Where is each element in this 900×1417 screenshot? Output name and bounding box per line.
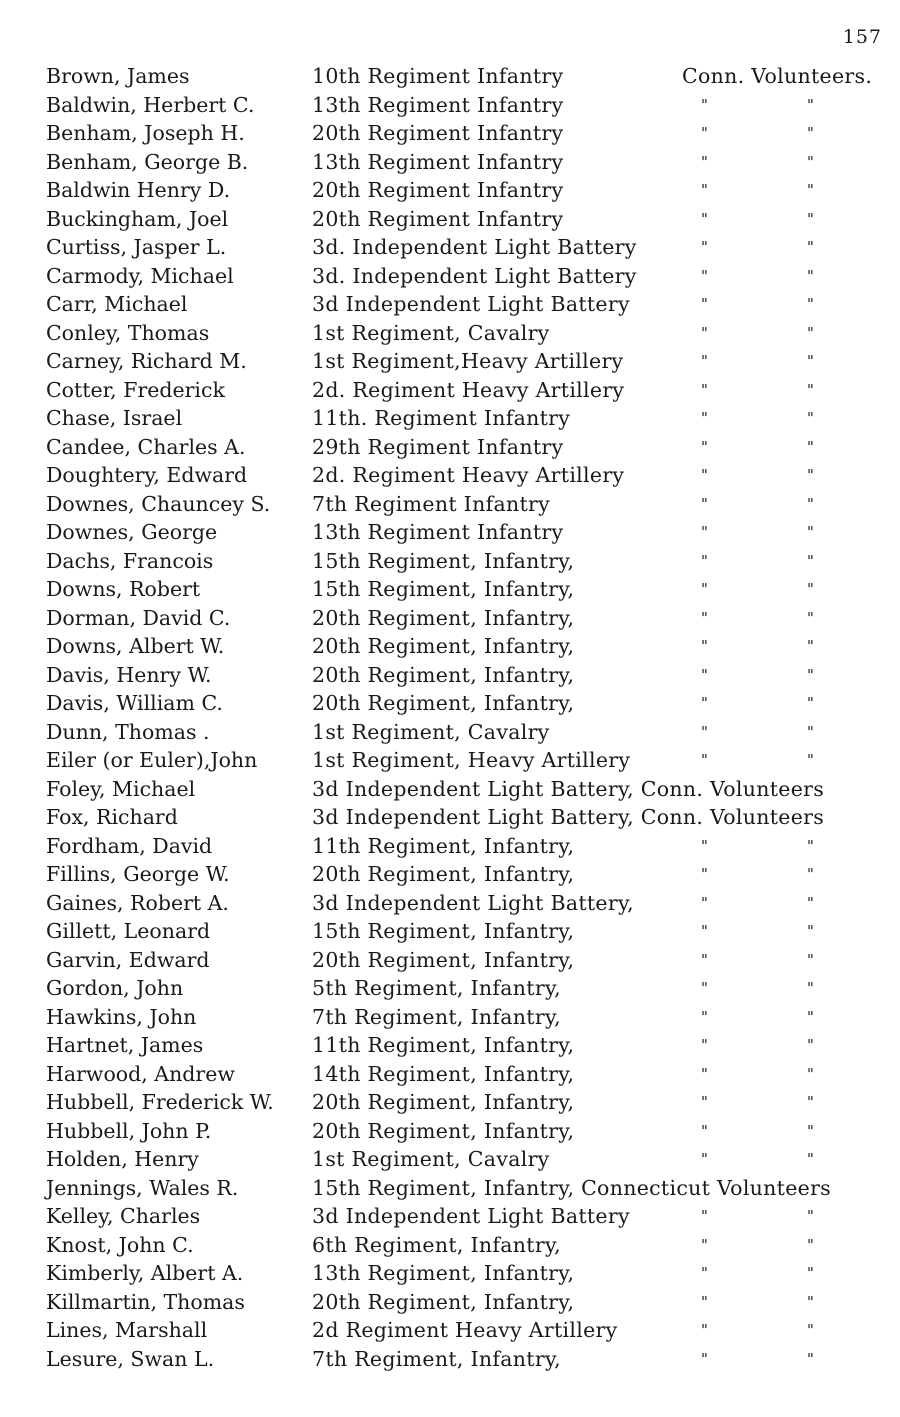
ditto-mark: " <box>701 922 708 940</box>
ditto-mark: " <box>701 1235 708 1254</box>
ditto-mark: " <box>701 494 708 513</box>
roster-entry <box>0 1088 900 1117</box>
ditto-mark: " <box>807 494 814 513</box>
unit-name: 1st Regiment, Cavalry <box>312 1147 550 1171</box>
roster-entry <box>0 119 900 148</box>
unit-name: 20th Regiment, Infantry, <box>312 691 575 715</box>
soldier-name: Kimberly, Albert A. <box>46 1261 244 1285</box>
ditto-mark: " <box>701 722 708 741</box>
unit-name: 20th Regiment Infantry <box>312 206 564 231</box>
roster-entry <box>0 1174 900 1203</box>
ditto-mark: " <box>807 437 814 456</box>
soldier-name: Dachs, Francois <box>46 548 214 573</box>
ditto-mark: " <box>807 979 814 997</box>
soldier-name: Candee, Charles A. <box>46 434 246 459</box>
soldier-name: Fox, Richard <box>46 805 178 829</box>
ditto-mark: " <box>807 380 814 399</box>
unit-name: 6th Regiment, Infantry, <box>312 1232 561 1257</box>
soldier-name: Doughtery, Edward <box>46 463 248 487</box>
roster-entry <box>0 347 900 376</box>
ditto-mark: " <box>701 1292 708 1311</box>
soldier-name: Foley, Michael <box>46 776 196 801</box>
soldier-name: Davis, Henry W. <box>46 662 212 687</box>
roster-entry <box>0 490 900 519</box>
roster-entry <box>0 376 900 405</box>
soldier-name: Downs, Robert <box>46 577 201 601</box>
unit-name: 10th Regiment Infantry <box>312 64 564 88</box>
soldier-name: Davis, William C. <box>46 691 223 715</box>
ditto-mark: " <box>701 1150 708 1168</box>
roster-entry <box>0 1288 900 1317</box>
ditto-mark: " <box>701 979 708 997</box>
soldier-name: Benham, Joseph H. <box>46 121 245 145</box>
ditto-mark: " <box>701 1121 708 1140</box>
ditto-mark: " <box>701 836 708 855</box>
ditto-mark: " <box>807 466 814 484</box>
roster-entry <box>0 746 900 775</box>
ditto-mark: " <box>807 152 814 171</box>
roster-entry <box>0 604 900 633</box>
roster-entry <box>0 860 900 889</box>
unit-name: 29th Regiment Infantry <box>312 434 564 459</box>
ditto-mark: " <box>807 1264 814 1282</box>
roster-entry <box>0 176 900 205</box>
ditto-mark: " <box>701 637 708 655</box>
unit-name: 7th Regiment, Infantry, <box>312 1004 561 1029</box>
ditto-mark: " <box>807 209 814 228</box>
soldier-name: Gordon, John <box>46 976 184 1000</box>
roster-entry <box>0 946 900 975</box>
soldier-name: Hubbell, John P. <box>46 1118 212 1143</box>
roster-entry <box>0 233 900 262</box>
ditto-mark: " <box>807 1093 814 1111</box>
unit-name: 14th Regiment, Infantry, <box>312 1061 575 1086</box>
ditto-mark: " <box>701 266 708 285</box>
ditto-mark: " <box>807 1349 814 1368</box>
roster-entry <box>0 1316 900 1345</box>
ditto-mark: " <box>701 95 708 114</box>
soldier-name: Downs, Albert W. <box>46 634 225 658</box>
roster-entry <box>0 404 900 433</box>
unit-name: 20th Regiment, Infantry, <box>312 1090 575 1114</box>
ditto-mark: " <box>701 893 708 912</box>
roster-entry <box>0 518 900 547</box>
ditto-mark: " <box>807 124 814 142</box>
roster-entry <box>0 319 900 348</box>
soldier-name: Knost, John C. <box>46 1232 194 1257</box>
unit-name: 1st Regiment, Heavy Artillery <box>312 748 631 772</box>
soldier-name: Carr, Michael <box>46 292 188 316</box>
ditto-mark: " <box>807 836 814 855</box>
unit-name: 3d. Independent Light Battery <box>312 235 637 259</box>
ditto-mark: " <box>701 1036 708 1054</box>
soldier-name: Fillins, George W. <box>46 862 230 886</box>
soldier-name: Harwood, Andrew <box>46 1061 235 1086</box>
ditto-mark: " <box>701 1207 708 1225</box>
ditto-mark: " <box>701 380 708 399</box>
unit-name: 1st Regiment, Cavalry <box>312 719 550 744</box>
unit-name: 3d Independent Light Battery <box>312 1204 630 1228</box>
unit-name: 20th Regiment Infantry <box>312 121 564 145</box>
ditto-mark: " <box>701 1349 708 1368</box>
unit-name: 20th Regiment, Infantry, <box>312 605 575 630</box>
unit-name: 2d Regiment Heavy Artillery <box>312 1318 618 1342</box>
roster-entry <box>0 803 900 832</box>
unit-name: 2d. Regiment Heavy Artillery <box>312 377 625 402</box>
roster-entry <box>0 1345 900 1374</box>
unit-name: 7th Regiment Infantry <box>312 491 551 516</box>
unit-name: 3d Independent Light Battery, Conn. Volunteers <box>312 805 825 829</box>
soldier-name: Downes, Chauncey S. <box>46 491 271 516</box>
ditto-mark: " <box>807 893 814 912</box>
unit-name: 7th Regiment, Infantry, <box>312 1346 561 1371</box>
unit-name: 11th Regiment, Infantry, <box>312 1033 575 1057</box>
ditto-mark: " <box>807 950 814 969</box>
ditto-mark: " <box>807 1064 814 1083</box>
unit-name: 13th Regiment Infantry <box>312 520 564 544</box>
unit-name: 15th Regiment, Infantry, Connecticut Volunteers <box>312 1175 832 1200</box>
soldier-name: Baldwin Henry D. <box>46 178 231 202</box>
unit-name: 3d. Independent Light Battery <box>312 263 637 288</box>
ditto-mark: " <box>701 409 708 427</box>
ditto-mark: " <box>807 608 814 627</box>
ditto-mark: " <box>807 865 814 883</box>
soldier-name: Buckingham, Joel <box>46 206 229 231</box>
unit-name: 15th Regiment, Infantry, <box>312 548 575 573</box>
unit-name: 20th Regiment, Infantry, <box>312 662 575 687</box>
soldier-name: Garvin, Edward <box>46 947 210 972</box>
ditto-mark: " <box>807 266 814 285</box>
ditto-mark: " <box>701 1321 708 1339</box>
soldier-name: Dunn, Thomas . <box>46 719 210 744</box>
roster-entry <box>0 433 900 462</box>
roster-entry <box>0 148 900 177</box>
ditto-mark: " <box>701 152 708 171</box>
ditto-mark: " <box>701 238 708 256</box>
roster-entry <box>0 1031 900 1060</box>
roster-entry <box>0 718 900 747</box>
roster-entry <box>0 1231 900 1260</box>
ditto-mark: " <box>807 1121 814 1140</box>
ditto-mark: " <box>701 466 708 484</box>
roster-entry <box>0 1202 900 1231</box>
ditto-mark: " <box>807 95 814 114</box>
ditto-mark: " <box>807 1235 814 1254</box>
roster-entry <box>0 661 900 690</box>
roster-entry <box>0 205 900 234</box>
page-number: 157 <box>842 26 882 48</box>
soldier-name: Gaines, Robert A. <box>46 890 229 915</box>
soldier-name: Eiler (or Euler),John <box>46 748 258 772</box>
unit-name: 13th Regiment, Infantry, <box>312 1261 575 1285</box>
ditto-mark: " <box>807 323 814 342</box>
soldier-name: Hubbell, Frederick W. <box>46 1090 274 1114</box>
ditto-mark: " <box>701 124 708 142</box>
unit-name: 1st Regiment,Heavy Artillery <box>312 349 624 373</box>
unit-name: 20th Regiment, Infantry, <box>312 947 575 972</box>
roster-entry <box>0 1145 900 1174</box>
unit-name: 1st Regiment, Cavalry <box>312 320 550 345</box>
roster-entry <box>0 1060 900 1089</box>
ditto-mark: " <box>807 1207 814 1225</box>
ditto-mark: " <box>701 437 708 456</box>
ditto-mark: " <box>807 751 814 769</box>
ditto-mark: " <box>807 181 814 199</box>
unit-name: 13th Regiment Infantry <box>312 149 564 174</box>
unit-name: 20th Regiment, Infantry, <box>312 862 575 886</box>
ditto-mark: " <box>807 523 814 541</box>
soldier-name: Cotter, Frederick <box>46 377 225 402</box>
unit-name: 11th Regiment, Infantry, <box>312 833 575 858</box>
unit-name: 20th Regiment Infantry <box>312 178 564 202</box>
roster-entry <box>0 832 900 861</box>
soldier-name: Brown, James <box>46 64 190 88</box>
ditto-mark: " <box>807 1292 814 1311</box>
roster-entry <box>0 1117 900 1146</box>
roster-entry <box>0 775 900 804</box>
soldier-name: Fordham, David <box>46 833 213 858</box>
roster-entry <box>0 689 900 718</box>
ditto-mark: " <box>701 295 708 313</box>
roster-entry <box>0 91 900 120</box>
ditto-mark: " <box>807 694 814 712</box>
soldier-name: Jennings, Wales R. <box>46 1175 239 1200</box>
unit-name: 15th Regiment, Infantry, <box>312 577 575 601</box>
ditto-mark: " <box>701 523 708 541</box>
ditto-mark: " <box>807 238 814 256</box>
unit-name: 20th Regiment, Infantry, <box>312 1289 575 1314</box>
unit-name: 15th Regiment, Infantry, <box>312 919 575 943</box>
roster-list <box>0 62 900 1373</box>
ditto-mark: " <box>701 352 708 370</box>
roster-entry <box>0 889 900 918</box>
unit-name: 11th. Regiment Infantry <box>312 406 571 430</box>
ditto-mark: " <box>701 865 708 883</box>
soldier-name: Gillett, Leonard <box>46 919 211 943</box>
unit-name: 3d Independent Light Battery, Conn. Volunteers <box>312 776 825 801</box>
ditto-mark: " <box>807 580 814 598</box>
unit-name: 3d Independent Light Battery <box>312 292 630 316</box>
soldier-name: Downes, George <box>46 520 218 544</box>
ditto-mark: " <box>807 1007 814 1026</box>
soldier-name: Dorman, David C. <box>46 605 231 630</box>
ditto-mark: " <box>807 722 814 741</box>
soldier-name: Hartnet, James <box>46 1033 204 1057</box>
soldier-name: Baldwin, Herbert C. <box>46 92 255 117</box>
unit-name: 5th Regiment, Infantry, <box>312 976 561 1000</box>
ditto-mark: " <box>701 209 708 228</box>
ditto-mark: " <box>807 1036 814 1054</box>
roster-entry <box>0 1003 900 1032</box>
soldier-name: Chase, Israel <box>46 406 183 430</box>
ditto-mark: " <box>701 694 708 712</box>
ditto-mark: " <box>701 580 708 598</box>
ditto-mark: " <box>807 1321 814 1339</box>
roster-entry <box>0 632 900 661</box>
ditto-mark: " <box>807 1150 814 1168</box>
roster-entry <box>0 1259 900 1288</box>
ditto-mark: " <box>807 295 814 313</box>
soldier-name: Curtiss, Jasper L. <box>46 235 227 259</box>
soldier-name: Lesure, Swan L. <box>46 1346 215 1371</box>
roster-entry <box>0 974 900 1003</box>
roster-entry <box>0 62 900 91</box>
ditto-mark: " <box>701 1007 708 1026</box>
soldier-name: Holden, Henry <box>46 1147 199 1171</box>
soldier-name: Carmody, Michael <box>46 263 234 288</box>
ditto-mark: " <box>701 323 708 342</box>
soldier-name: Conley, Thomas <box>46 320 210 345</box>
unit-name: 13th Regiment Infantry <box>312 92 564 117</box>
roster-entry <box>0 575 900 604</box>
ditto-mark: " <box>807 665 814 684</box>
roster-entry <box>0 290 900 319</box>
unit-name: 2d. Regiment Heavy Artillery <box>312 463 625 487</box>
ditto-mark: " <box>701 950 708 969</box>
unit-name: 20th Regiment, Infantry, <box>312 634 575 658</box>
ditto-mark: " <box>807 352 814 370</box>
ditto-mark: " <box>701 665 708 684</box>
roster-entry <box>0 917 900 946</box>
ditto-mark: " <box>807 551 814 570</box>
unit-name: 3d Independent Light Battery, <box>312 890 634 915</box>
roster-entry <box>0 461 900 490</box>
ditto-mark: " <box>701 751 708 769</box>
soldier-name: Lines, Marshall <box>46 1318 208 1342</box>
ditto-mark: " <box>807 637 814 655</box>
ditto-mark: " <box>701 181 708 199</box>
roster-entry <box>0 262 900 291</box>
ditto-mark: " <box>701 608 708 627</box>
ditto-mark: " <box>807 922 814 940</box>
soldier-name: Hawkins, John <box>46 1004 197 1029</box>
soldier-name: Killmartin, Thomas <box>46 1289 245 1314</box>
unit-name: 20th Regiment, Infantry, <box>312 1118 575 1143</box>
soldier-name: Kelley, Charles <box>46 1204 201 1228</box>
ditto-mark: " <box>701 1264 708 1282</box>
ditto-mark: " <box>807 409 814 427</box>
roster-entry <box>0 547 900 576</box>
service-label: Conn. Volunteers. <box>682 64 873 88</box>
soldier-name: Carney, Richard M. <box>46 349 247 373</box>
ditto-mark: " <box>701 551 708 570</box>
ditto-mark: " <box>701 1064 708 1083</box>
ditto-mark: " <box>701 1093 708 1111</box>
soldier-name: Benham, George B. <box>46 149 249 174</box>
